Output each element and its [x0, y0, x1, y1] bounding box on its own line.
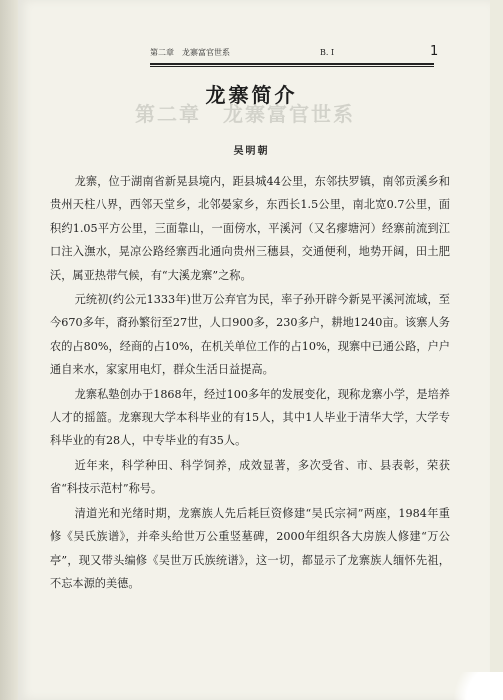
- paragraph: 清道光和光绪时期，龙寨族人先后耗巨资修建“吴氏宗祠”两座，1984年重修《吴氏族谱》，并牵头给世万公重竖墓碑，2000年组织各大房族人修建“万公亭”，现又带头编修《吴世万氏族统谱》，这一切，都显示了龙寨族人缅怀先祖，不忘本源的美德。: [50, 506, 450, 590]
- paragraph: 元统初(约公元1333年)世万公弃官为民，率子孙开辟今新晃平溪河流域，至今670多年，裔孙繁衍至27世，人口900多，230多户，耕地1240亩。该寨人务农的占80%，经商的占10%，在机关单位工作的占10%，现寨中已通公路，户户通自来水，家家用电灯，群众生活日益提高。: [50, 293, 450, 377]
- header-rule-thin: [150, 66, 434, 67]
- page-title: 龙寨简介: [205, 83, 298, 107]
- body-text: [50, 170, 450, 595]
- page-corner: [443, 672, 503, 700]
- header-rule: [150, 63, 434, 65]
- running-header: [150, 45, 408, 61]
- author-name: 吴明朝: [233, 146, 270, 157]
- page-number: 1: [430, 44, 439, 59]
- paragraph: 龙寨私塾创办于1868年，经过100多年的发展变化，现称龙寨小学，是培养人才的摇篮。龙寨现大学本科毕业的有15人，其中1人毕业于清华大学，大学专科毕业的有28人，中专毕业的有35人。: [50, 387, 450, 448]
- paragraph: 龙寨，位于湖南省新晃县境内，距县城44公里，东邻扶罗镇，南邻贡溪乡和贵州天柱八界，西邻天堂乡，北邻晏家乡，东西长1.5公里，南北宽0.7公里，面积约1.05平方公里，三面靠山，一面傍水，平溪河（又名瘳塘河）经寨前流到江口注入潕水，晃凉公路经寨西北通向贵州三穗县，交通便利，地势开阔，田土肥沃，属亚热带气候，有“大溪龙寨”之称。: [50, 175, 450, 282]
- show-through-text: 第二章 龙寨富官世系: [135, 102, 355, 126]
- header-series: B. I: [320, 48, 335, 57]
- paragraph: 近年来，科学种田、科学饲养，成效显著，多次受省、市、县表彰，荣获省“科技示范村”称号。: [50, 458, 450, 496]
- header-chapter: 第二章 龙寨富官世系: [150, 48, 230, 57]
